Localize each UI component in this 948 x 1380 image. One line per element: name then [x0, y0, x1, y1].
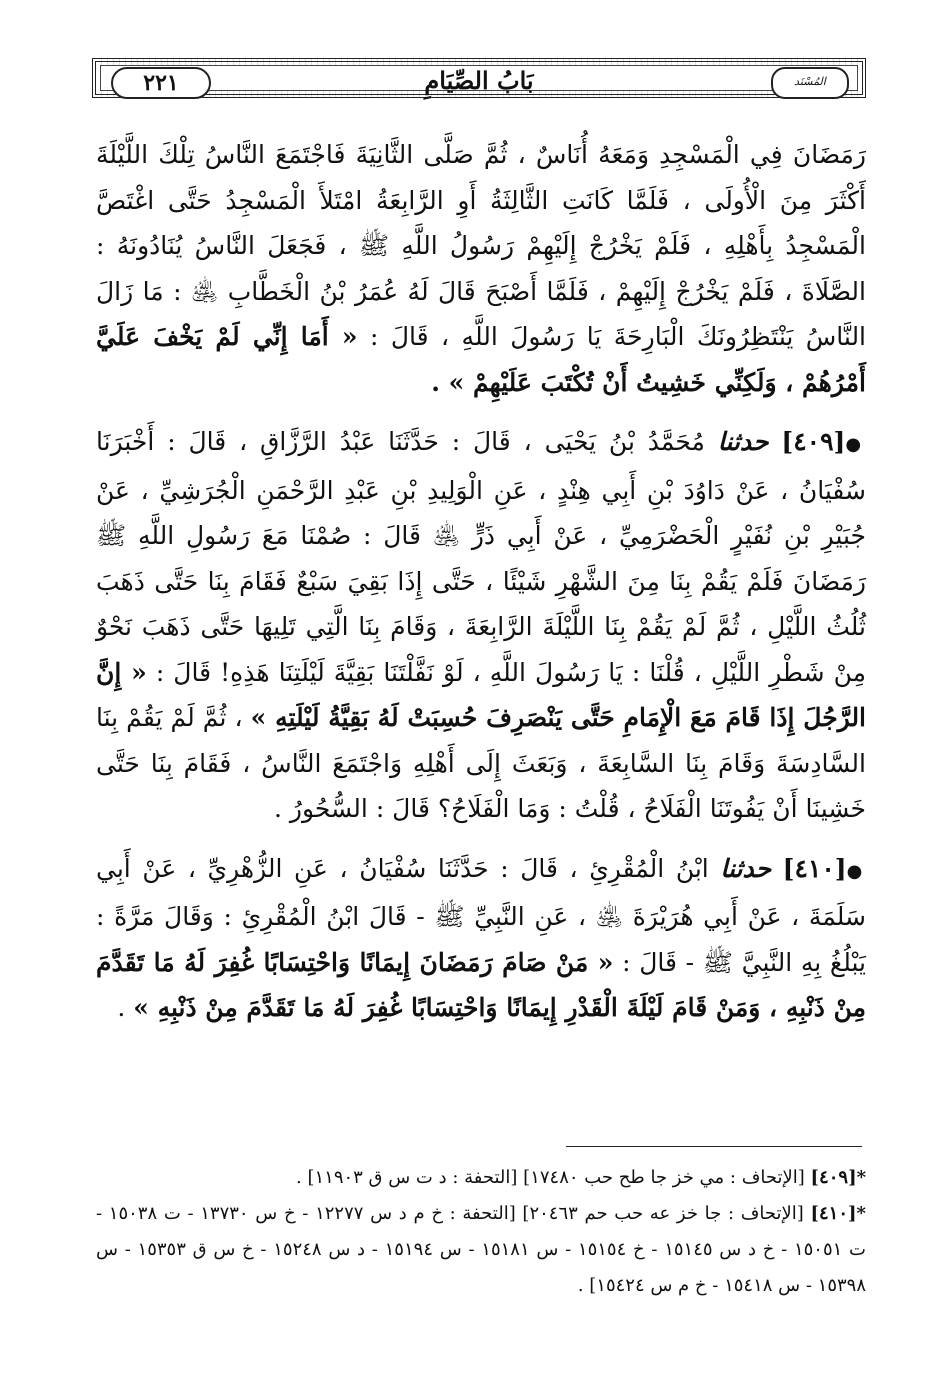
- hadith-number: [٤١٠]: [782, 853, 847, 883]
- hadith-text: مُحَمَّدُ بْنُ يَحْيَى ، قَالَ : حَدَّثَنَا عَبْدُ الرَّزَّاقِ ، قَالَ : أَخْبَرَنَا سُفْيَانُ ، عَنْ دَاوُدَ بْنِ أَبِي هِنْدٍ ، عَنِ الْوَلِيدِ بْنِ عَبْدِ الرَّحْمَنِ الْجُرَشِيِّ ، عَنْ جُبَيْرِ بْنِ نُفَيْرٍ الْحَضْرَمِيِّ ، عَنْ أَبِي ذَرٍّ ﵁ قَالَ : صُمْنَا مَعَ رَسُولِ اللَّهِ ﷺ رَمَضَانَ فَلَمْ يَقُمْ بِنَا مِنَ الشَّهْرِ شَيْئًا ، حَتَّى إِذَا بَقِيَ سَبْعٌ فَقَامَ بِنَا حَتَّى ذَهَبَ ثُلُثُ اللَّيْلِ ، ثُمَّ لَمْ يَقُمْ بِنَا اللَّيْلَةَ الرَّابِعَةَ ، وَقَامَ بِنَا الَّتِي تَلِيهَا حَتَّى ذَهَبَ نَحْوٌ مِنْ شَطْرِ اللَّيْلِ ، قُلْنَا : يَا رَسُولَ اللَّهِ ، لَوْ نَفَّلْتَنَا بَقِيَّةَ لَيْلَتِنَا هَذِهِ! قَالَ :: [96, 427, 866, 687]
- bullet-icon: ●: [846, 860, 866, 882]
- main-text: [96, 132, 866, 1031]
- hadith-409: [96, 419, 866, 832]
- footnote-marker: *[٤١٠]: [810, 1203, 866, 1224]
- chapter-title: بَابُ الصِّيَامِ: [424, 66, 534, 95]
- header-frame: [100, 65, 858, 96]
- hadith-text: ابْنُ الْمُقْرِئِ ، قَالَ : حَدَّثَنَا سُفْيَانُ ، عَنِ الزُّهْرِيِّ ، عَنْ أَبِي سَلَمَةَ ، عَنْ أَبِي هُرَيْرَةَ ﵁ ، عَنِ النَّبِيِّ ﷺ - قَالَ ابْنُ الْمُقْرِئِ : وَقَالَ مَرَّةً : يَبْلُغُ بِهِ النَّبِيَّ ﷺ - قَالَ :: [96, 853, 866, 977]
- footnote-text: [الإتحاف : مي خز جا طح حب ١٧٤٨٠] [التحفة : د ت س ق ١١٩٠٣] .: [296, 1167, 805, 1188]
- hadith-text-continued: ، ثُمَّ لَمْ يَقُمْ بِنَا السَّادِسَةَ وَقَامَ بِنَا السَّابِعَةَ ، وَبَعَثَ إِلَى أَهْلِهِ وَاجْتَمَعَ النَّاسُ ، فَقَامَ بِنَا حَتَّى خَشِينَا أَنْ يَفُوتَنَا الْفَلَاحُ ، قُلْتُ : وَمَا الْفَلَاحُ؟ قَالَ : السُّحُورُ .: [96, 703, 866, 823]
- intro-text: رَمَضَانَ فِي الْمَسْجِدِ وَمَعَهُ أُنَاسٌ ، ثُمَّ صَلَّى الثَّانِيَةَ فَاجْتَمَعَ النَّاسُ تِلْكَ اللَّيْلَةَ أَكْثَرَ مِنَ الْأُولَى ، فَلَمَّا كَانَتِ الثَّالِثَةُ أَوِ الرَّابِعَةُ امْتَلأَ الْمَسْجِدُ حَتَّى اغْتَصَّ الْمَسْجِدُ بِأَهْلِهِ ، فَلَمْ يَخْرُجْ إِلَيْهِمْ رَسُولُ اللَّهِ ﷺ ، فَجَعَلَ النَّاسُ يُنَادُونَهُ : الصَّلَاةَ ، فَلَمْ يَخْرُجْ إِلَيْهِمْ ، فَلَمَّا أَصْبَحَ قَالَ لَهُ عُمَرُ بْنُ الْخَطَّابِ ﵁ : مَا زَالَ النَّاسُ يَنْتَظِرُونَكَ الْبَارِحَةَ يَا رَسُولَ اللَّهِ ، قَالَ :: [96, 140, 867, 351]
- hadith-410: [96, 846, 866, 1031]
- hadith-quote: « إِنَّ الرَّجُلَ إِذَا قَامَ مَعَ الْإِمَامِ حَتَّى يَنْصَرِفَ حُسِبَتْ لَهُ بَقِيَّةُ لَيْلَتِهِ »: [96, 657, 867, 732]
- narration-word: حدثنا: [720, 853, 772, 883]
- footnote-410: [96, 1196, 866, 1304]
- page-header: [92, 58, 866, 98]
- footnote-text: [الإتحاف : جا خز عه حب حم ٢٠٤٦٣] [التحفة : خ م د س ١٢٢٧٧ - خ س ١٣٧٣٠ - ت ١٥٠٣٨ - ت ١٥٠٥١ - خ د س ١٥١٤٥ - خ ١٥١٥٤ - س ١٥١٨١ - س ١٥١٩٤ - د س ١٥٢٤٨ - خ س ق ١٥٣٥٣ - س ١٥٣٩٨ - س ١٥٤١٨ - خ م س ١٥٤٢٤] .: [96, 1203, 866, 1296]
- page-number: ٢٢١: [111, 67, 211, 99]
- book-logo: المُسْنَد: [771, 67, 849, 99]
- footnotes: [96, 1160, 866, 1304]
- intro-quote: « أَمَا إِنِّي لَمْ يَخْفَ عَلَيَّ أَمْرُهُمْ ، وَلَكِنِّي خَشِيتُ أَنْ تُكْتَبَ عَلَيْهِمْ » .: [96, 322, 866, 397]
- intro-paragraph: [96, 132, 866, 405]
- narration-word: حدثنا: [717, 427, 769, 456]
- hadith-text-continued: .: [117, 993, 126, 1022]
- footnote-divider: [566, 1146, 862, 1147]
- footnote-marker: *[٤٠٩]: [810, 1167, 866, 1188]
- hadith-number: [٤٠٩]: [781, 427, 846, 456]
- bullet-icon: ●: [845, 434, 867, 455]
- footnote-409: [96, 1160, 866, 1196]
- hadith-quote: « مَنْ صَامَ رَمَضَانَ إِيمَانًا وَاحْتِسَابًا غُفِرَ لَهُ مَا تَقَدَّمَ مِنْ ذَنْبِهِ ، وَمَنْ قَامَ لَيْلَةَ الْقَدْرِ إِيمَانًا وَاحْتِسَابًا غُفِرَ لَهُ مَا تَقَدَّمَ مِنْ ذَنْبِهِ »: [96, 947, 866, 1022]
